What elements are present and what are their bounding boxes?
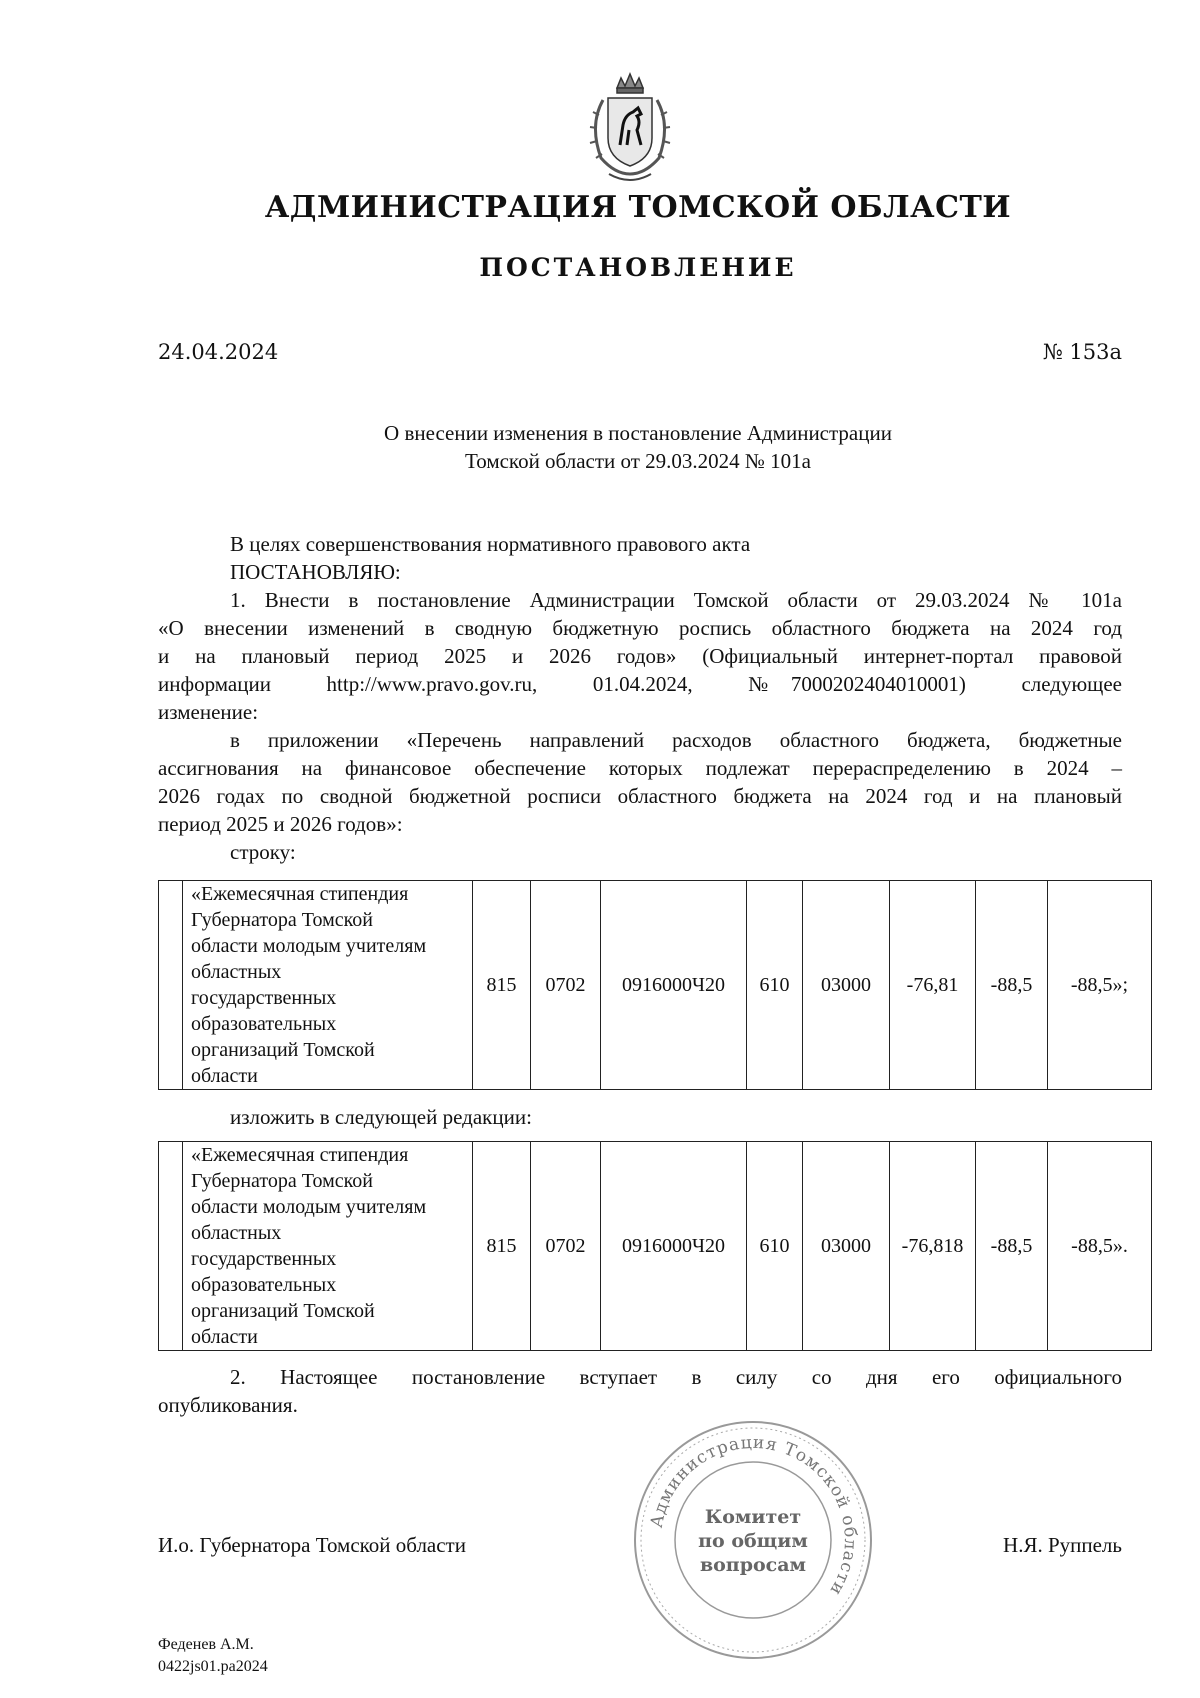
signatory-position: И.о. Губернатора Томской области [158, 1533, 466, 1557]
item1-line: 1. Внести в постановление Администрации Томской области от 29.03.2024 № 101а [230, 588, 1122, 612]
item2-block [158, 1363, 1122, 1419]
item1-line: «О внесении изменений в сводную бюджетную роспись областного бюджета на 2024 год [158, 616, 1122, 640]
stamp-line: вопросам [699, 1554, 807, 1576]
stamp-line: по общим [698, 1530, 808, 1552]
document-number: № 153а [1042, 340, 1122, 364]
amount-2026-cell: -88,5»; [1048, 881, 1152, 1090]
table-row [159, 881, 1152, 1090]
stamp-line: Комитет [704, 1506, 802, 1528]
target-article-cell: 0916000Ч20 [601, 1142, 747, 1351]
expense-type-cell: 610 [747, 881, 803, 1090]
footer-author: Феденев А.М. [158, 1636, 254, 1653]
ministry-code-cell: 815 [473, 881, 531, 1090]
subject-line: О внесении изменения в постановление Администрации [384, 421, 892, 445]
amount-2025-cell: -88,5 [976, 881, 1048, 1090]
document-date: 24.04.2024 [158, 340, 279, 364]
resolve-word: ПОСТАНОВЛЯЮ: [230, 560, 401, 584]
empty-cell [159, 881, 183, 1090]
annex-line: период 2025 и 2026 годов»: [158, 812, 403, 836]
annex-line: ассигнования на финансовое обеспечение которых подлежат перераспределению в 2024 – [158, 756, 1122, 780]
target-article-cell: 0916000Ч20 [601, 881, 747, 1090]
item2-line: опубликования. [158, 1393, 298, 1417]
document-subject [200, 419, 1076, 475]
signatory-name: Н.Я. Руппель [1003, 1533, 1122, 1557]
stamp-ring-text: Администрация Томской области [646, 1432, 861, 1600]
coat-of-arms-emblem [575, 70, 685, 190]
item1-line: и на плановый период 2025 и 2026 годов» (Официальный интернет-портал правовой [158, 644, 1122, 668]
row-label: строку: [230, 840, 296, 864]
annex-line: 2026 годах по сводной бюджетной росписи областного бюджета на 2024 год и на плановый [158, 784, 1122, 808]
table-row [159, 1142, 1152, 1351]
amount-2026-cell: -88,5». [1048, 1142, 1152, 1351]
code-cell: 03000 [803, 881, 890, 1090]
preamble: В целях совершенствования нормативного правового акта [230, 532, 751, 556]
annex-line: в приложении «Перечень направлений расходов областного бюджета, бюджетные [230, 728, 1122, 752]
subject-line: Томской области от 29.03.2024 № 101а [464, 449, 812, 473]
expense-name-cell: «Ежемесячная стипендия Губернатора Томской области молодым учителям областных государственных образовательных организаций Томской области [183, 1142, 473, 1351]
ministry-code-cell: 815 [473, 1142, 531, 1351]
expense-name-cell: «Ежемесячная стипендия Губернатора Томской области молодым учителям областных государственных образовательных организаций Томской области [183, 881, 473, 1090]
replace-label-block [158, 1103, 1122, 1131]
organization-title: АДМИНИСТРАЦИЯ ТОМСКОЙ ОБЛАСТИ [264, 190, 1012, 225]
budget-table-new [158, 1141, 1152, 1351]
footer-code: 0422js01.pa2024 [158, 1658, 268, 1675]
document-type: ПОСТАНОВЛЕНИЕ [479, 253, 797, 282]
section-code-cell: 0702 [531, 881, 601, 1090]
official-stamp [628, 1415, 878, 1665]
body-intro [158, 530, 1122, 866]
budget-table-old [158, 880, 1152, 1090]
amount-2025-cell: -88,5 [976, 1142, 1048, 1351]
empty-cell [159, 1142, 183, 1351]
amount-2024-cell: -76,818 [890, 1142, 976, 1351]
amount-2024-cell: -76,81 [890, 881, 976, 1090]
code-cell: 03000 [803, 1142, 890, 1351]
item1-line: изменение: [158, 700, 259, 724]
expense-type-cell: 610 [747, 1142, 803, 1351]
item1-line: информации http://www.pravo.gov.ru, 01.04.2024, № 7000202404010001) следующее [158, 672, 1122, 696]
replace-label: изложить в следующей редакции: [230, 1105, 532, 1129]
section-code-cell: 0702 [531, 1142, 601, 1351]
footer-info [158, 1634, 268, 1678]
item2-line: 2. Настоящее постановление вступает в силу со дня его официального [230, 1365, 1122, 1389]
